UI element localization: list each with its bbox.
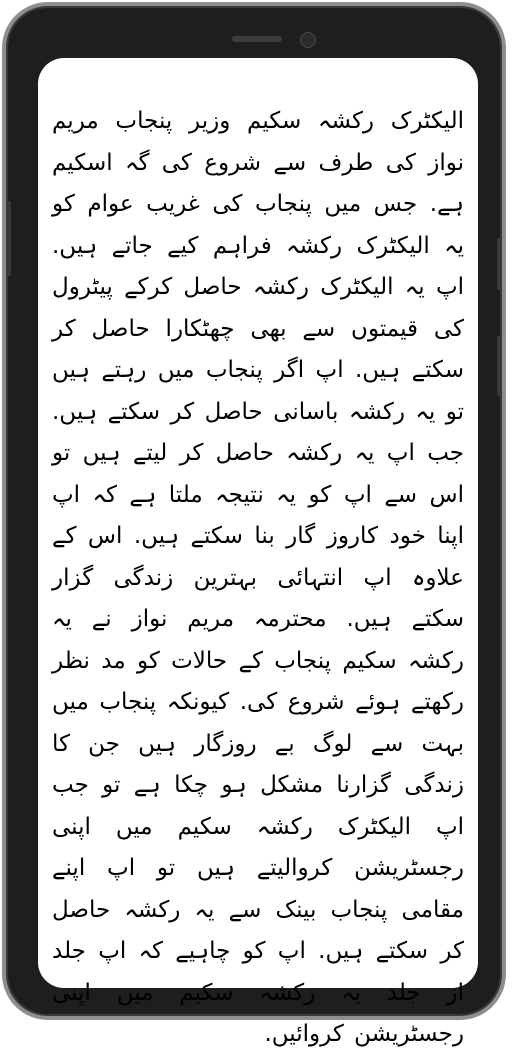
front-camera-icon <box>300 32 316 48</box>
phone-frame <box>2 2 506 1047</box>
power-button <box>497 336 502 396</box>
article-text: الیکٹرک رکشہ سکیم وزیر پنجاب مریم نواز کی طرف سے شروع کی گہ اسکیم ہے. جس میں پنجاب کی غریب عوام کو یہ الیکٹرک رکشہ فراہم کیے جاتے ہیں. اپ یہ الیکٹرک رکشہ حاصل کرکے پیٹرول کی قیمتوں سے بھی چھٹکارا حاصل کر سکتے ہیں. اپ اگر پنجاب میں رہتے ہیں تو یہ رکشہ باسانی حاصل کر سکتے ہیں. جب اپ یہ رکشہ حاصل کر لیتے ہیں تو اس سے اپ کو یہ نتیجہ ملتا ہے کہ اپ اپنا خود کاروز گار بنا سکتے ہیں. اس کے علاوہ اپ انتہائی بہترین زندگی گزار سکتے ہیں. محترمہ مریم نواز نے یہ رکشہ سکیم پنجاب کے حالات کو مد نظر رکھتے ہوئے شروع کی. کیونکہ پنجاب میں بہت سے لوگ بے روزگار ہیں جن کا زندگی گزارنا مشکل ہو چکا ہے تو جب اپ الیکٹرک رکشہ سکیم میں اپنی رجسٹریشن کروالیتے ہیں تو اپ اپنے مقامی پنجاب بینک سے یہ رکشہ حاصل کر سکتے ہیں. اپ کو چاہیے کہ اپ جلد از جلد یہ رکشہ سکیم میں اپنی رجسٹریشن کروائیں. <box>52 108 464 1047</box>
phone-screen <box>38 58 478 1047</box>
volume-button <box>6 201 11 276</box>
speaker-grille <box>232 36 282 42</box>
side-button-upper <box>497 238 502 290</box>
